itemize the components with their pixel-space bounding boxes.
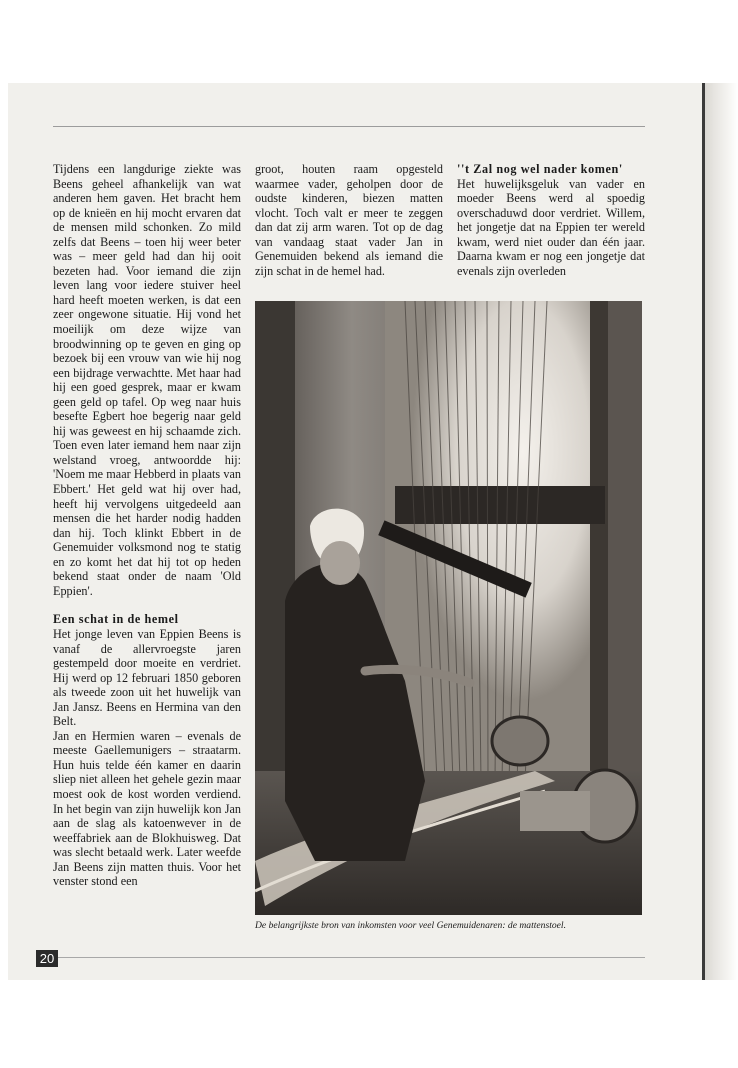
loom-photograph	[255, 301, 642, 915]
column-3-paragraph-1: Het huwelijksgeluk van vader en moeder Beens werd al spoedig overschaduwd door verdriet. Willem, het jongetje dat na Eppien ter wereld kwam, werd niet ouder dan één jaar. Daarna kwam er nog een jongetje dat evenals zijn overleden	[457, 176, 645, 278]
spool-wheel	[492, 717, 548, 765]
section-heading-nader-komen: ''t Zal nog wel nader komen'	[457, 162, 623, 176]
column-2-paragraph-1: groot, houten raam opgesteld waarmee vader, geholpen door de oudste kinderen, biezen matten vlocht. Toch valt er meer te zeggen dan dat zij arm waren. Tot op de dag van vandaag staat vader Jan in Genemuiden bekend als iemand die zijn schat in de hemel had.	[255, 162, 443, 278]
page-number: 20	[36, 950, 58, 967]
section-heading-schat: Een schat in de hemel	[53, 612, 179, 627]
column-3	[457, 162, 645, 278]
column-2	[255, 162, 443, 278]
column-1-paragraph-2: Het jonge leven van Eppien Beens is vanaf de allervroegste jaren gestempeld door moeite en verdriet. Hij werd op 12 februari 1850 geboren als tweede zoon uit het huwelijk van Jan Jansz. Beens en Hermina van den Belt.	[53, 626, 241, 729]
loom-upright	[590, 301, 608, 771]
weaver-face	[320, 541, 360, 585]
photo-caption: De belangrijkste bron van inkomsten voor veel Genemuidenaren: de mattenstoel.	[255, 920, 567, 931]
drum-housing	[520, 791, 590, 831]
column-1-paragraph-1: Tijdens een langdurige ziekte was Beens geheel afhankelijk van wat anderen hem gaven. Het bracht hem op de knieën en hij mocht ervaren dat de mensen mild schonken. Zo mild zelfs dat Beens – toen hij weer beter was – meer geld had dan hij ooit bezeten had. Voor iemand die zijn leven lang voor iedere stuiver heel hard heeft moeten werken, is dat een zeer ongewone situatie. Hij vond het moeilijk om deze wijze van broodwinning op te geven en ging op bezoek bij een vrouw van wie hij nog een bijdrage verwachtte. Met haar had hij een goed gesprek, maar er kwam geen geld op tafel. Op weg naar huis besefte Egbert hoe begerig naar geld hij was geweest en hij schaamde zich. Toen even later iemand hem naar zijn welstand vroeg, antwoordde hij: 'Noem me maar Hebberd in plaats van Ebbert.' Het geld wat hij over had, heeft hij vervolgens uitgedeeld aan mensen die het harder nodig hadden dan hij. Toch klinkt Ebbert in de Genemuider volksmond nog te statig en zo komt het dat hij tot op heden bekend staat onder de naam 'Old Eppien'.	[53, 162, 241, 598]
column-1-paragraph-3: Jan en Hermien waren – evenals de meeste Gaellemunigers – straatarm. Hun huis telde één kamer en daarin sliep niet alleen het gehele gezin maar moest ook de kost worden verdiend. In het begin van zijn huwelijk kon Jan aan de slag als katoenwever in de weeffabriek aan de Blokhuisweg. Dat was slecht betaald werk. Later weefde Jan Beens zijn matten thuis. Voor het venster stond een	[53, 728, 241, 889]
loom-photograph-illustration	[255, 301, 642, 915]
bottom-rule	[58, 957, 645, 958]
page-edge	[702, 83, 705, 980]
column-1	[53, 162, 241, 889]
loom-crossbeam	[395, 486, 605, 524]
top-rule	[53, 126, 645, 127]
page-spine-shadow	[702, 83, 738, 980]
